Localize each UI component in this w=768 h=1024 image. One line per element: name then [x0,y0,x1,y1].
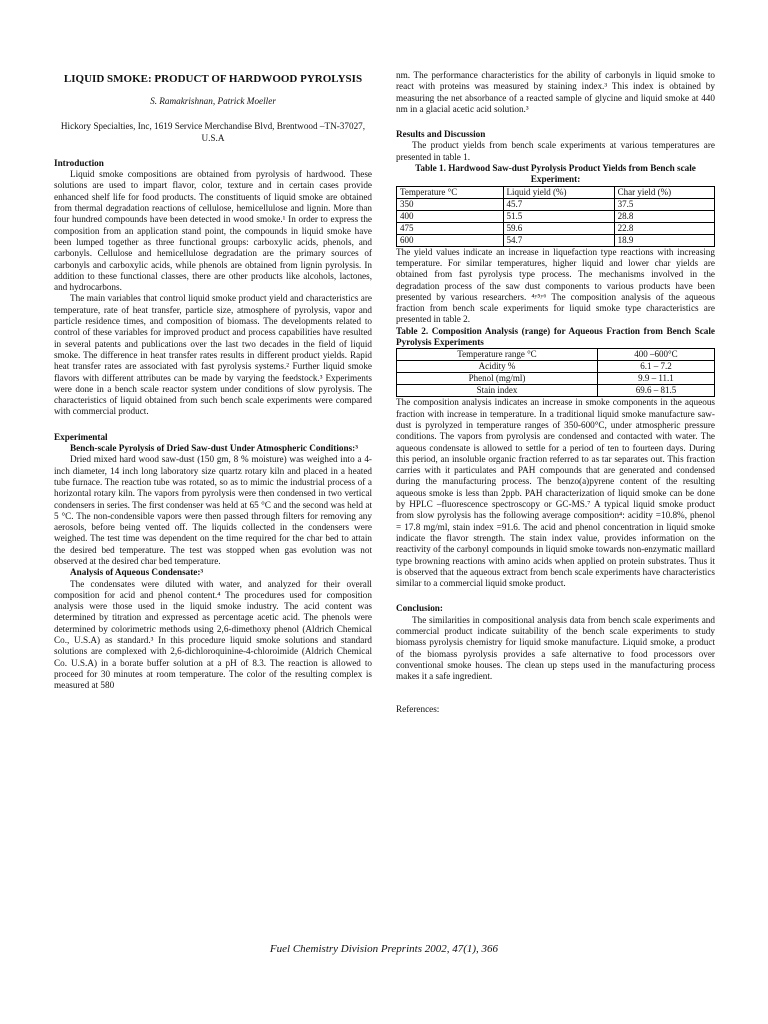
table-cell: Acidity % [397,361,598,373]
table-header-cell: Temperature °C [397,186,504,198]
intro-heading: Introduction [54,157,104,168]
table-header-cell: Liquid yield (%) [503,186,614,198]
table-row [397,373,715,385]
table-cell: 69.6 – 81.5 [597,385,714,397]
intro-paragraph-2: The main variables that control liquid smoke product yield and characteristics are temperature, rate of heat transfer, particle size, atmosphere of pyrolysis, vapor and particle residence times, and composition of biomass. The developments related to control of these variables for improved product and process capabilities have resulted in several patents and publications over the last two decades in the field of liquid smoke. The difference in heat transfer rates results in different product yields. Rapid heat transfer rates are associated with fast pyrolysis systems.² Further liquid smoke flavors with different attributes can be made by varying the feedstock.³ Experiments were done in a bench scale reactor system under conditions of slow pyrolysis. The characteristics of liquid obtained from such bench scale experiments were compared with commercial product. [54,293,372,417]
table2-caption: Table 2. Composition Analysis (range) for Aqueous Fraction from Bench Scale Pyrolysis Experiments [396,325,715,348]
continuation-paragraph: nm. The performance characteristics for the ability of carbonyls in liquid smoke to react with proteins was measured by staining index.³ This index is obtained by measuring the net absorbance of a reacted sample of glycine and liquid smoke at 440 nm in a glacial acetic acid solution.³ [396,70,715,114]
table-cell: 350 [397,198,504,210]
table1-caption: Table 1. Hardwood Saw-dust Pyrolysis Product Yields from Bench scale Experiment: [415,163,696,185]
bench-scale-subheading: Bench-scale Pyrolysis of Dried Saw-dust Under Atmospheric Conditions:³ [70,443,359,454]
table-cell: 6.1 – 7.2 [597,361,714,373]
table-header-row [397,186,715,198]
table-cell: 475 [397,222,504,234]
table-row [397,210,715,222]
page-footer [0,943,768,955]
aqueous-subheading: Analysis of Aqueous Condensate:³ [70,567,204,578]
table-cell: 400 –600°C [597,349,714,361]
table-cell: 45.7 [503,198,614,210]
table-cell: 22.8 [614,222,714,234]
authors: S. Ramakrishnan, Patrick Moeller [150,96,276,106]
paper-title: LIQUID SMOKE: PRODUCT OF HARDWOOD PYROLYSIS [63,73,363,85]
results-heading: Results and Discussion [396,129,486,140]
affiliation: Hickory Specialties, Inc, 1619 Service Merchandise Blvd, Brentwood –TN-37027, U.S.A [60,121,366,143]
experimental-heading: Experimental [54,431,108,442]
table-cell: 54.7 [503,234,614,246]
conclusion-paragraph: The similarities in compositional analysis data from bench scale experiments and commercial product indicate suitability of the bench scale experiments to study biomass pyrolysis chemistry for liquid smoke manufacture. Liquid smoke, a product of the biomass pyrolysis provides a safe alternative to food processors over conventional smoke houses. The clean up steps used in the manufacturing process makes it a safe ingredient. [396,614,715,682]
table-cell: 37.5 [614,198,714,210]
references-heading: References: [396,704,440,715]
table-cell: 18.9 [614,234,714,246]
table-row [397,234,715,246]
table-cell: 9.9 – 11.1 [597,373,714,385]
left-column [54,70,372,692]
table-row [397,198,715,210]
right-column [396,70,715,716]
table-header-cell: Char yield (%) [614,186,714,198]
table-row [397,222,715,234]
footer-text: Fuel Chemistry Division Preprints 2002, 47(1), 366 [269,943,499,955]
table2 [396,348,715,397]
experimental-paragraph-1: Dried mixed hard wood saw-dust (150 gm, 8 % moisture) was weighed into a 4-inch diameter, 14 inch long laboratory size quartz rotary kiln and placed in a heated tube furnace. The reaction tube was rotated, so as to mimic the industrial process of a horizontal rotary kiln. The vapors from pyrolysis were then condensed in two vertical condensers in series. The first condenser was held at 65 °C and the second was held at 5 °C. The non-condensible vapors were then passed through filters for removing any aerosols, before being vented off. The liquids collected in the condensers were weighed. The test time was dependent on the time required for the char bed to attain the desired bed temperature. The test was stopped when gas evolution was not observed at the desired char bed temperature. [54,454,372,566]
table-cell: Phenol (mg/ml) [397,373,598,385]
table-row [397,385,715,397]
results-paragraph-2: The yield values indicate an increase in liquefaction type reactions with increasing temperature. For similar temperatures, higher liquid and lower char yields are obtained from fast pyrolysis type process. The mechanisms involved in the degradation process of the saw dust components to various products have been presented by various researchers. ⁴ʸ⁵ʸ⁶ The composition analysis of the aqueous fraction from bench scale experiments for liquid smoke type characteristics are presented in table 2. [396,246,715,325]
table-cell: 59.6 [503,222,614,234]
results-paragraph-3: The composition analysis indicates an increase in smoke components in the aqueous fraction with increase in temperature. In a traditional liquid smoke manufacture saw-dust is pyrolyzed in temperature ranges of 350-600°C, under atmospheric pressure conditions. The vapors from pyrolysis are condensed and contacted with water. The aqueous condensate is allowed to settle for a period of ten to fourteen days. During this period, an insoluble organic fraction referred to as tar separates out. This fraction carries with it particulates and PAH compounds that are generated and condensed during the manufacturing process. The benzo(a)pyrene content of the resulting aqueous smoke is less than 2ppb. PAH characterization of liquid smoke can be done by HPLC –fluorescence spectroscopy or GC-MS.⁷ A typical liquid smoke product from slow pyrolysis has the following average composition⁴: acidity =10.8%, phenol = 17.8 mg/ml, stain index =91.6. The acid and phenol concentration in liquid smoke indicate the flavor strength. The stain index value, provides information on the reactivity of the carbonyl compounds in liquid smoke towards non-enzymatic maillard type browning reactions with amino acids when applied on protein substrates. Thus it is observed that the aqueous extract from bench scale experiments have characteristics similar to a commercial liquid smoke product. [396,397,715,589]
table-cell: Temperature range °C [397,349,598,361]
experimental-paragraph-2: The condensates were diluted with water, and analyzed for their overall composition for acid and phenol content.⁴ The procedures used for composition analysis were those used in the liquid smoke industry. The acid content was determined by titration and expressed as percentage acetic acid. The phenols were determined by colorimetric methods using 2,6-dimethoxy phenol (Aldrich Chemical Co., U.S.A) as standard.³ In this procedure liquid smoke solutions and standard solutions are complexed with 2,6-dichloroquinine-4-chloroimide (Aldrich Chemical Co. U.S.A) in a borate buffer solution at a pH of 8.3. The reaction is allowed to proceed for 30 minutes at room temperature. The color of the resulting complex is measured at 580 [54,578,372,691]
table-cell: 400 [397,210,504,222]
intro-paragraph-1: Liquid smoke compositions are obtained from pyrolysis of hardwood. These solutions are used to impart flavor, color, texture and in certain cases provide enhanced shelf life for food products. The constituents of liquid smoke are obtained from thermal degradation reactions of cellulose, hemicellulose and lignin. More than four hundred compounds have been detected in wood smoke.¹ In order to express the composition from an application stand point, the compounds in liquid smoke have been lumped together as three functional groups: carboxylic acids, phenols, and carbonyls. Cellulose and hemicellulose degradation are the primary sources of carbonyls and carboxylic acids, while phenols are obtained from lignin pyrolysis. In addition to these functional classes, there are other products like alcohols, lactones, and hydrocarbons. [54,169,372,293]
table1 [396,186,715,247]
table-row [397,361,715,373]
results-paragraph-1: The product yields from bench scale experiments at various temperatures are presented in table 1. [396,140,715,162]
table-cell: 28.8 [614,210,714,222]
table-cell: 51.5 [503,210,614,222]
table-row [397,349,715,361]
conclusion-heading: Conclusion: [396,603,443,614]
table-cell: Stain index [397,385,598,397]
table-cell: 600 [397,234,504,246]
